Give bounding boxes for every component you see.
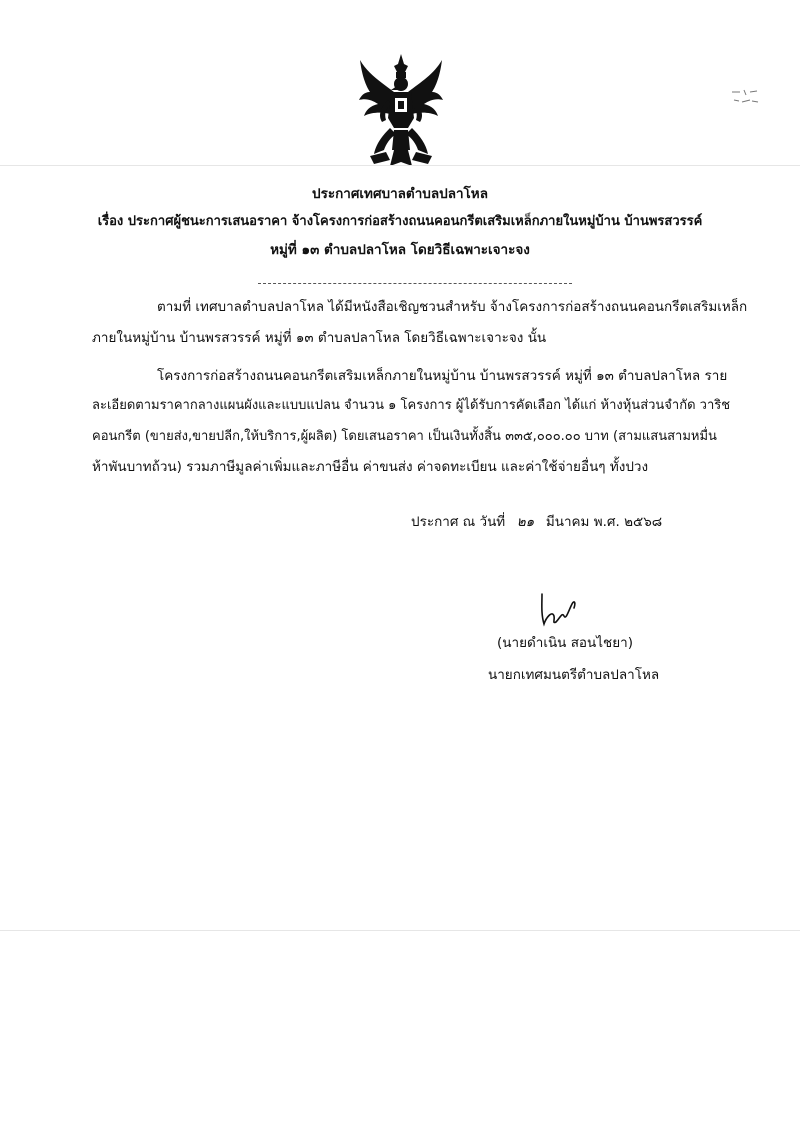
header-divider — [258, 283, 572, 284]
signer-position: นายกเทศมนตรีตำบลปลาโหล — [488, 667, 660, 683]
para2-line2: ละเอียดตามราคากลางแผนผังและแบบแปลน จำนวน ๑ โครงการ ผู้ได้รับการคัดเลือก ได้แก่ ห้างหุ้นส่วนจำกัด วาริช — [92, 398, 731, 413]
org-title: ประกาศเทศบาลตำบลปลาโหล — [312, 186, 488, 202]
announcement-date — [411, 512, 662, 532]
para1-line1: ตามที่ เทศบาลตำบลปลาโหล ได้มีหนังสือเชิญชวนสำหรับ จ้างโครงการก่อสร้างถนนคอนกรีตเสริมเหล็ก — [157, 299, 748, 315]
para2-line3: คอนกรีต (ขายส่ง,ขายปลีก,ให้บริการ,ผู้ผลิต) โดยเสนอราคา เป็นเงินทั้งสิ้น ๓๓๕,๐๐๐.๐๐ บาท (สามแสนสามหมื่น — [92, 429, 717, 444]
subject-line-1: เรื่อง ประกาศผู้ชนะการเสนอราคา จ้างโครงการก่อสร้างถนนคอนกรีตเสริมเหล็กภายในหมู่บ้าน บ้านพรสวรรค์ — [97, 214, 703, 229]
announcement-month-year: มีนาคม พ.ศ. ๒๕๖๘ — [545, 514, 663, 530]
para1-line2: ภายในหมู่บ้าน บ้านพรสวรรค์ หมู่ที่ ๑๓ ตำบลปลาโหล โดยวิธีเฉพาะเจาะจง นั้น — [92, 330, 547, 346]
announcement-day: ๒๑ — [516, 514, 535, 530]
scan-line — [0, 165, 800, 166]
garuda-emblem-icon — [356, 52, 446, 170]
scan-line — [0, 930, 800, 931]
signer-name: (นายดำเนิน สอนไชยา) — [497, 635, 633, 651]
subject-line-2: หมู่ที่ ๑๓ ตำบลปลาโหล โดยวิธีเฉพาะเจาะจง — [270, 242, 530, 258]
document-header — [0, 180, 800, 264]
para2-line1: โครงการก่อสร้างถนนคอนกรีตเสริมเหล็กภายในหมู่บ้าน บ้านพรสวรรค์ หมู่ที่ ๑๓ ตำบลปลาโหล ราย — [157, 368, 728, 384]
handwritten-signature — [536, 590, 580, 630]
scan-mark-icon — [730, 86, 760, 108]
announcement-prefix: ประกาศ ณ วันที่ — [411, 514, 506, 530]
para2-line4: ห้าพันบาทถ้วน) รวมภาษีมูลค่าเพิ่มและภาษีอื่น ค่าขนส่ง ค่าจดทะเบียน และค่าใช้จ่ายอื่นๆ ทั้งปวง — [92, 459, 649, 475]
